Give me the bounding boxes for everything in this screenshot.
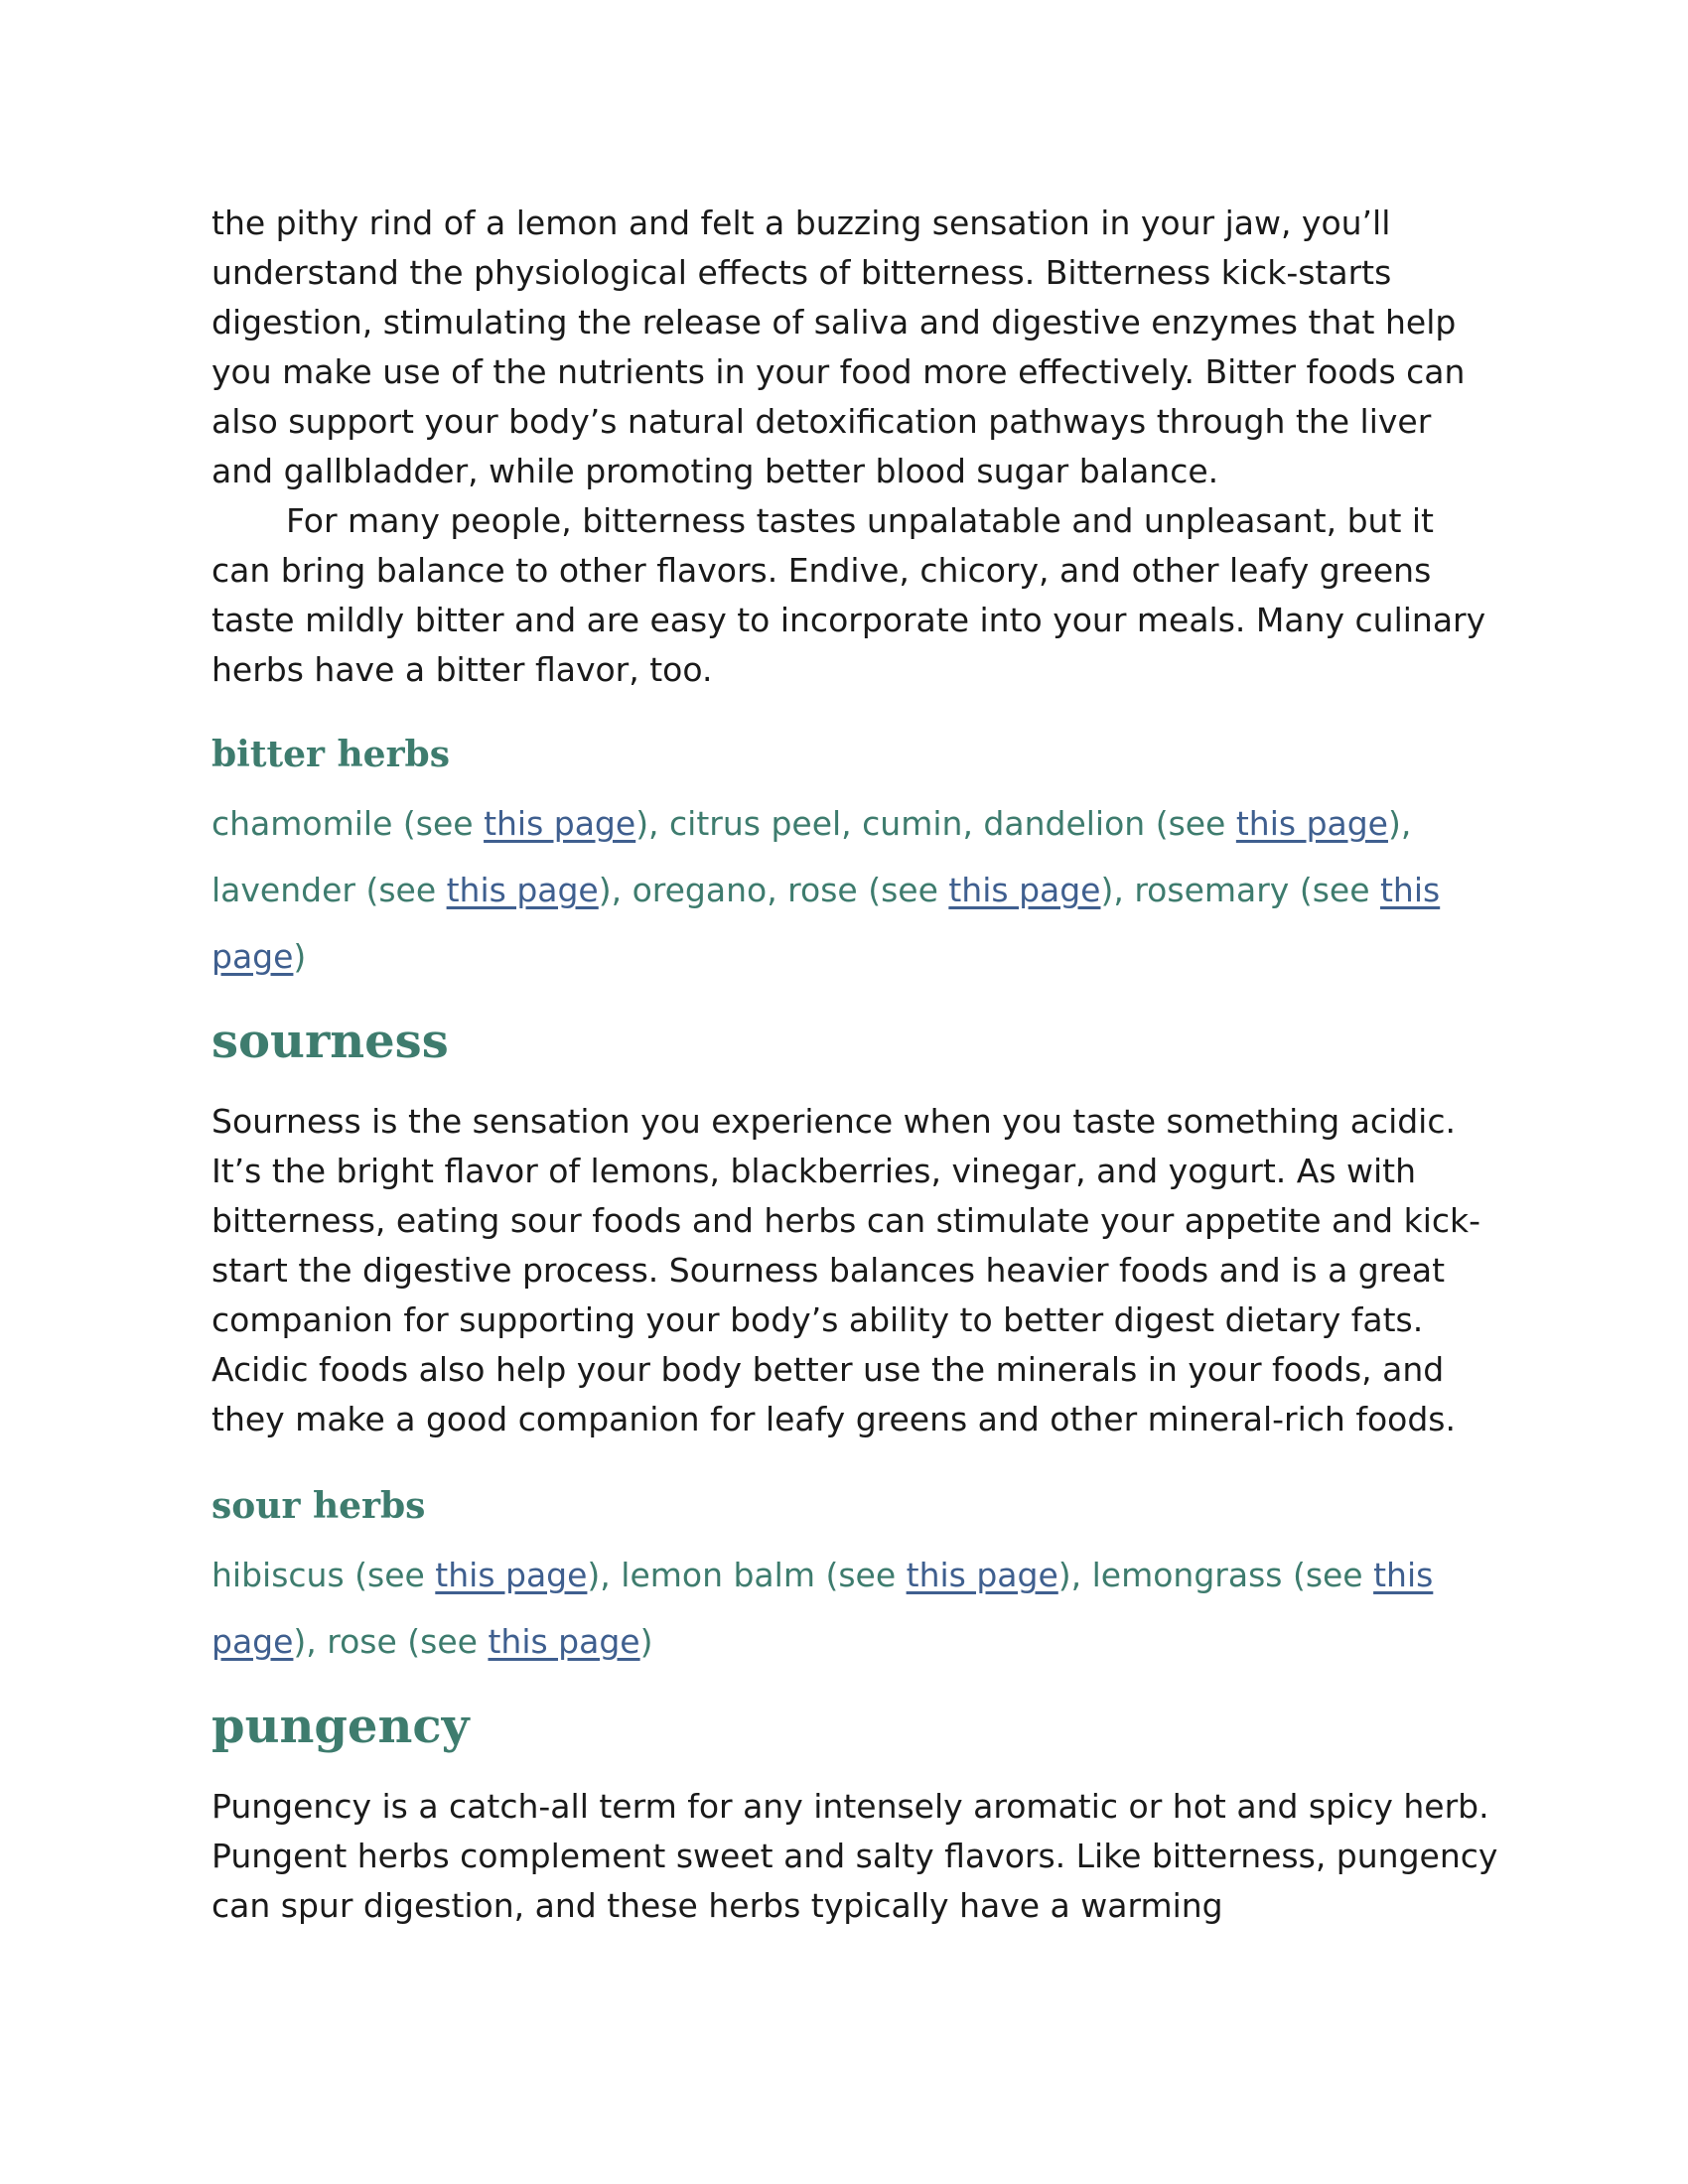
list-text: ), lemongrass (see <box>1057 1556 1374 1594</box>
intro-paragraph-1: the pithy rind of a lemon and felt a buzzing sensation in your jaw, you’ll understand the physiological effects of bitterness. Bitterness kick-starts digestion, stimulating the release of saliva and digestive enzymes that help you make use of the nutrients in your food more effectively. Bitter foods can also support your body’s natural detoxification pathways through the liver and gallbladder, while promoting better blood sugar balance. <box>211 204 1466 490</box>
lavender-page-link[interactable]: this page <box>446 871 599 909</box>
dandelion-page-link[interactable]: this page <box>1235 804 1388 843</box>
chamomile-page-link[interactable]: this page <box>484 804 636 843</box>
pungency-paragraph: Pungency is a catch-all term for any intensely aromatic or hot and spicy herb. Pungent herbs complement sweet and salty flavors. Like bitterness, pungency can spur digestion, and these herbs typically have a warming <box>211 1787 1498 1925</box>
list-text: ), lavender (see <box>211 804 1412 909</box>
list-text: ), rosemary (see <box>1100 871 1380 909</box>
rosemary-page-link[interactable]: this page <box>211 871 1441 976</box>
list-text: chamomile (see <box>211 804 485 843</box>
list-text: ), oregano, rose (see <box>598 871 949 909</box>
intro-paragraph-2: For many people, bitterness tastes unpalatable and unpleasant, but it can bring balance to other flavors. Endive, chicory, and other leafy greens taste mildly bitter and are easy to incorporate into your meals. Many culinary herbs have a bitter flavor, too. <box>211 501 1486 689</box>
sour-herbs-heading: sour herbs <box>211 1485 426 1527</box>
list-text: ) <box>639 1622 653 1661</box>
sourness-paragraph: Sourness is the sensation you experience when you taste something acidic. It’s the bright flavor of lemons, blackberries, vinegar, and yogurt. As with bitterness, eating sour foods and herbs can stimulate your appetite and kick-start the digestive process. Sourness balances heavier foods and is a great companion for supporting your body’s ability to better digest dietary fats. Acidic foods also help your body better use the minerals in your foods, and they make a good companion for leafy greens and other mineral-rich foods. <box>211 1102 1481 1438</box>
pungency-heading: pungency <box>211 1699 470 1754</box>
list-text: ), rose (see <box>293 1622 489 1661</box>
rose-page-link[interactable]: this page <box>948 871 1101 909</box>
list-text: ), citrus peel, cumin, dandelion (see <box>635 804 1236 843</box>
pungency-text <box>211 1782 1502 1931</box>
sour-herbs-list <box>211 1542 1502 1675</box>
intro-text <box>211 199 1502 695</box>
sourness-text <box>211 1097 1502 1444</box>
lemongrass-page-link[interactable]: this page <box>211 1556 1434 1661</box>
list-text: ), lemon balm (see <box>587 1556 907 1594</box>
lemon-balm-page-link[interactable]: this page <box>906 1556 1058 1594</box>
bitter-herbs-list <box>211 790 1502 990</box>
list-text: ) <box>293 937 307 976</box>
list-text: hibiscus (see <box>211 1556 436 1594</box>
hibiscus-page-link[interactable]: this page <box>435 1556 588 1594</box>
bitter-herbs-heading: bitter herbs <box>211 734 450 775</box>
rose-page-link[interactable]: this page <box>488 1622 640 1661</box>
sourness-heading: sourness <box>211 1014 449 1069</box>
page-content <box>211 199 1502 1931</box>
